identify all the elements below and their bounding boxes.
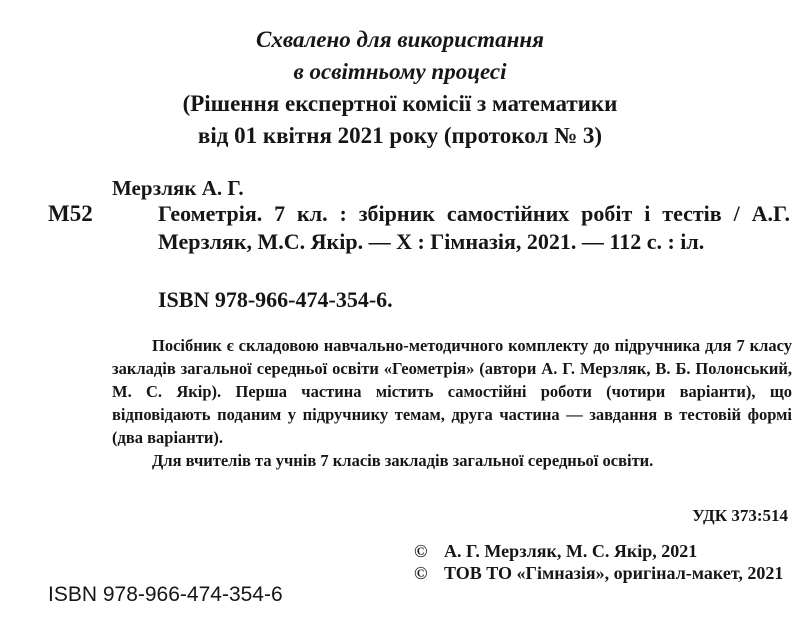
catalog-author: Мерзляк А. Г. [112,176,244,200]
copyright-text-1: А. Г. Мерзляк, М. С. Якір, 2021 [444,541,698,561]
approval-block [0,24,800,152]
copyright-symbol: © [414,541,428,561]
annotation-paragraph-2: Для вчителів та учнів 7 класів закладів загальної середньої освіти. [152,451,654,470]
copyright-block [414,540,794,584]
approval-line-2: в освітньому процесі [293,59,507,84]
copyright-line-2 [414,562,794,584]
copyright-text-2: ТОВ ТО «Гімназія», оригінал-макет, 2021 [444,563,784,583]
udk-code: УДК 373:514 [692,506,788,525]
annotation-paragraph-1: Посібник є складовою навчально-методичного комплекту до підручника для 7 класу закладів загальної середньої освіти «Геометрія» (автори А. Г. Мерзляк, В. Б. Полонський, М. С. Якір). Перша частина містить самостійні роботи (чотири варіанти), що відповідають поданим у підручнику темам, друга частина — завдання в тестовій формі (два варіанти). [112,336,792,447]
approval-line-1: Схвалено для використання [256,27,544,52]
copyright-symbol: © [414,563,428,583]
isbn-bottom: ISBN 978-966-474-354-6 [48,583,283,606]
catalog-code: М52 [48,201,93,226]
catalog-description: Геометрія. 7 кл. : збірник самостійних робіт і тестів / А.Г. Мерзляк, М.С. Якір. — Х : Гімназія, 2021. — 112 с. : іл. [158,201,790,254]
annotation [112,334,792,472]
catalog-isbn: ISBN 978-966-474-354-6. [158,287,393,312]
approval-line-4: від 01 квітня 2021 року (протокол № 3) [197,123,603,148]
copyright-line-1 [414,540,794,562]
approval-line-3: (Рішення експертної комісії з математики [182,91,618,116]
